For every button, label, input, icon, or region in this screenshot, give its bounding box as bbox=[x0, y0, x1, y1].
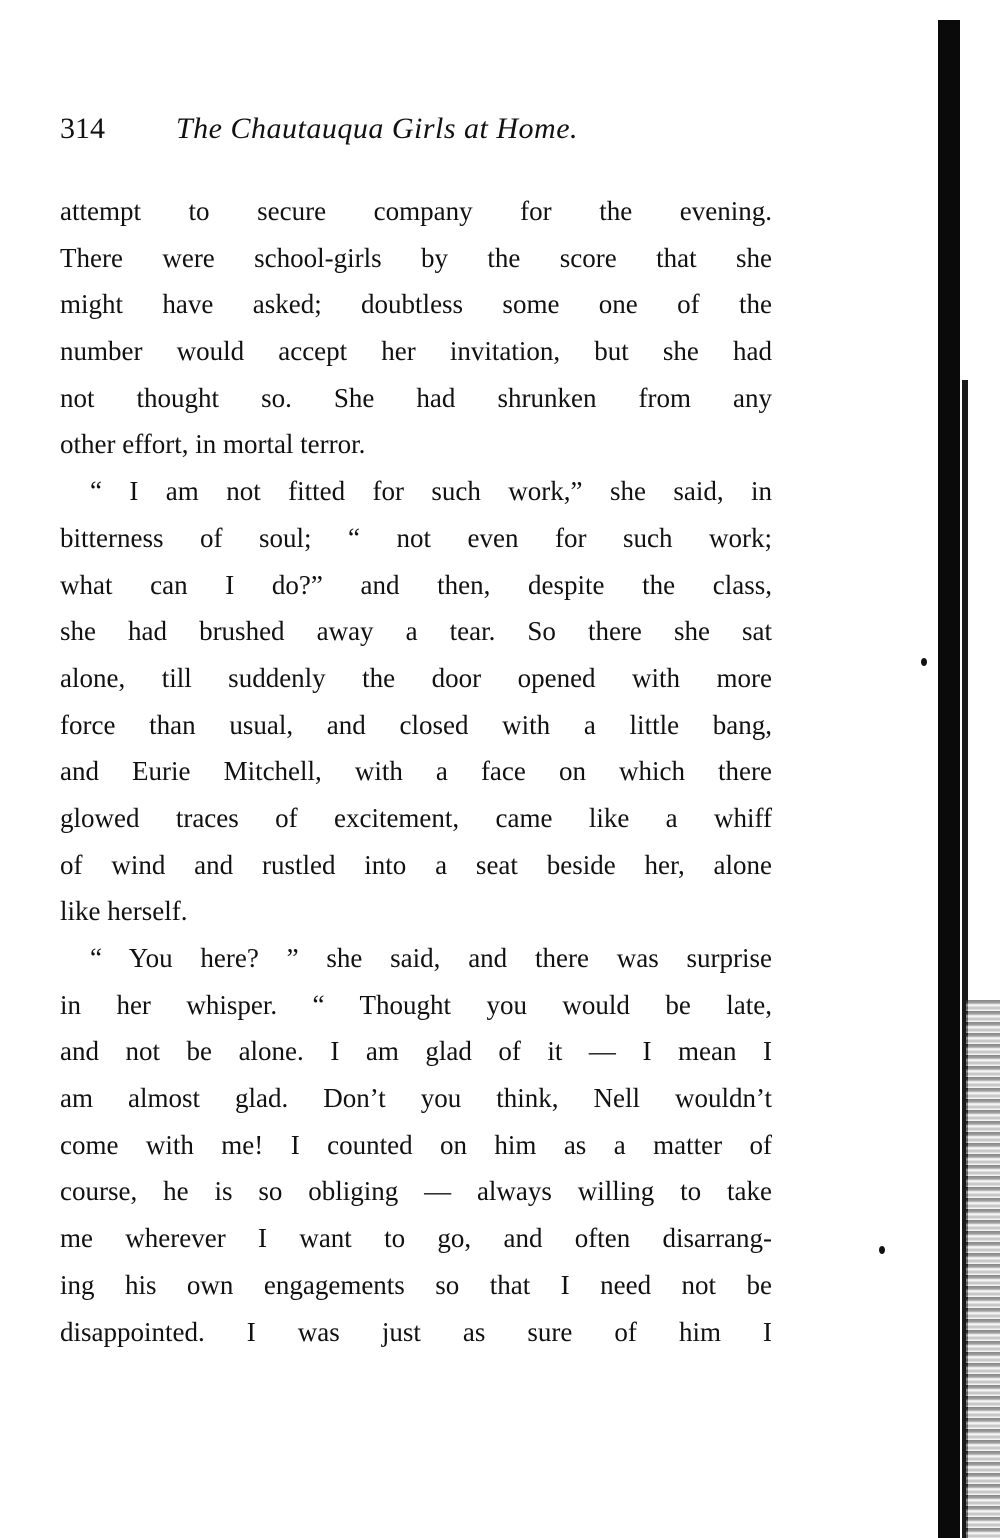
text-line: not thought so. She had shrunken from any bbox=[60, 382, 772, 413]
binding-shadow bbox=[938, 20, 960, 1538]
body-text bbox=[60, 188, 772, 1355]
text-line: and not be alone. I am glad of it — I mean I bbox=[60, 1036, 772, 1067]
page-number: 314 bbox=[60, 112, 105, 145]
text-line: There were school-girls by the score that she bbox=[60, 242, 772, 273]
text-line: “ You here? ” she said, and there was surprise bbox=[90, 943, 772, 973]
text-line: am almost glad. Don’t you think, Nell wouldn’t bbox=[60, 1083, 772, 1114]
ink-speck bbox=[879, 1246, 885, 1254]
text-line: come with me! I counted on him as a matter of bbox=[60, 1129, 772, 1160]
text-line: “ I am not fitted for such work,” she said, in bbox=[90, 476, 772, 507]
text-line: what can I do?” and then, despite the class, bbox=[60, 569, 772, 600]
text-line: alone, till suddenly the door opened with more bbox=[60, 662, 772, 693]
text-line: disappointed. I was just as sure of him I bbox=[60, 1316, 772, 1347]
text-line: force than usual, and closed with a little bang, bbox=[60, 709, 772, 740]
text-line: other effort, in mortal terror. bbox=[60, 429, 366, 460]
text-line: course, he is so obliging — always willing to take bbox=[60, 1176, 772, 1207]
text-line: she had brushed away a tear. So there she sat bbox=[60, 616, 772, 647]
text-line: might have asked; doubtless some one of the bbox=[60, 289, 772, 320]
text-line: glowed traces of excitement, came like a whiff bbox=[60, 802, 772, 833]
text-line: attempt to secure company for the evening. bbox=[60, 196, 772, 226]
text-line: number would accept her invitation, but she had bbox=[60, 336, 772, 367]
scan-noise bbox=[966, 1000, 1000, 1538]
text-line: me wherever I want to go, and often disarrang- bbox=[60, 1223, 772, 1254]
text-line: of wind and rustled into a seat beside her, alone bbox=[60, 849, 772, 880]
running-title: The Chautauqua Girls at Home. bbox=[176, 112, 579, 145]
text-line: and Eurie Mitchell, with a face on which there bbox=[60, 756, 772, 787]
text-line: ing his own engagements so that I need not be bbox=[60, 1269, 772, 1300]
text-line: like herself. bbox=[60, 896, 188, 927]
page-header bbox=[60, 104, 780, 154]
ink-speck bbox=[921, 658, 927, 666]
text-line: bitterness of soul; “ not even for such work; bbox=[60, 522, 772, 553]
text-line: in her whisper. “ Thought you would be late, bbox=[60, 989, 772, 1020]
